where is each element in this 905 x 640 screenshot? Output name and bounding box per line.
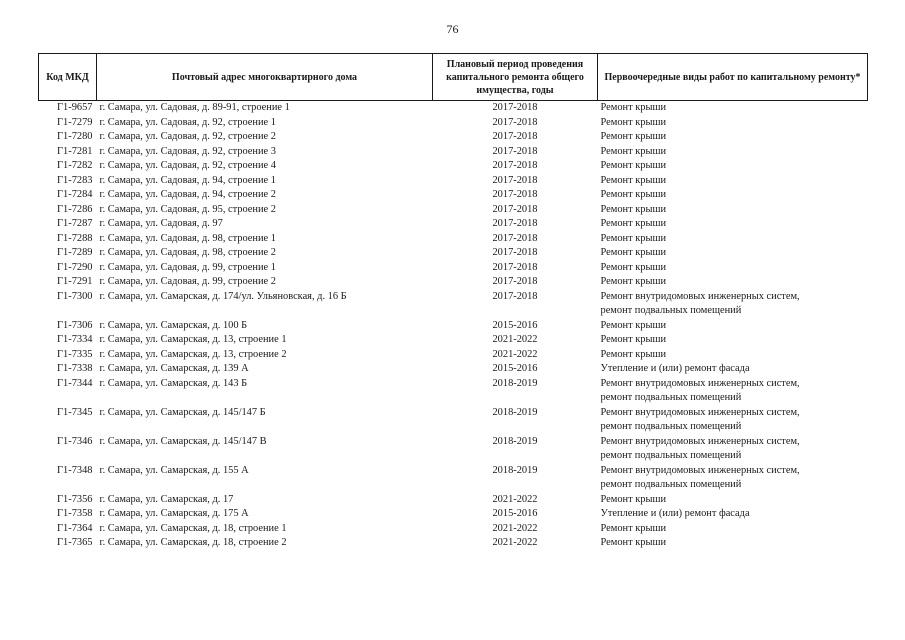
row-address: г. Самара, ул. Садовая, д. 95, строение 2 [99,203,276,215]
row-work [598,261,868,276]
table-row [39,261,868,276]
row-period: 2018-2019 [492,464,538,476]
row-period: 2017-2018 [492,247,538,258]
row-address: г. Самара, ул. Садовая, д. 99, строение 1 [99,261,276,273]
row-period: 2018-2019 [492,406,538,418]
row-code: Г1-7291 [57,276,93,287]
row-work [598,116,868,131]
row-work-line: Ремонт крыши [600,493,667,505]
table-row [39,362,868,377]
repair-schedule-table [38,53,868,551]
row-work [598,362,868,377]
table-row [39,159,868,174]
row-work-line: Ремонт крыши [600,160,667,171]
row-address: г. Самара, ул. Самарская, д. 18, строение 1 [99,522,287,534]
table-row [39,130,868,145]
table-row [39,507,868,522]
row-code: Г1-7334 [57,334,93,345]
header-code: Код МКД [39,54,97,101]
row-code: Г1-7280 [57,131,93,142]
row-address: г. Самара, ул. Самарская, д. 174/ул. Ульяновская, д. 16 Б [99,290,347,302]
row-period: 2021-2022 [492,493,538,505]
row-address: г. Самара, ул. Самарская, д. 139 А [99,363,249,374]
row-period: 2015-2016 [492,508,538,519]
row-period: 2017-2018 [492,276,538,287]
row-address: г. Самара, ул. Самарская, д. 17 [99,493,234,505]
row-period: 2017-2018 [492,189,538,200]
row-work [598,159,868,174]
table-row [39,174,868,189]
row-code: Г1-7338 [57,363,93,374]
row-period: 2017-2018 [492,218,538,229]
row-period: 2017-2018 [492,232,538,244]
row-work [598,275,868,290]
row-period: 2017-2018 [492,290,538,302]
row-work-line: Ремонт крыши [600,537,667,548]
row-address: г. Самара, ул. Садовая, д. 92, строение 2 [99,131,276,142]
row-address: г. Самара, ул. Садовая, д. 97 [99,218,223,229]
row-period: 2018-2019 [492,435,538,447]
row-period: 2017-2018 [492,131,538,142]
row-work [598,188,868,203]
row-code: Г1-7306 [57,319,93,331]
table-row [39,203,868,218]
row-work-line: Ремонт внутридомовых инженерных систем, [600,464,800,476]
row-work-line: ремонт подвальных помещений [600,421,742,432]
table-row [39,188,868,203]
row-work-line: Ремонт крыши [600,348,667,360]
row-work [598,174,868,189]
row-address: г. Самара, ул. Самарская, д. 13, строение 1 [99,334,287,345]
row-work [598,203,868,218]
row-work-line: Утепление и (или) ремонт фасада [600,508,750,519]
row-address: г. Самара, ул. Садовая, д. 92, строение 3 [99,145,276,157]
row-code: Г1-7287 [57,218,93,229]
row-period: 2017-2018 [492,203,538,215]
row-work-line: ремонт подвальных помещений [600,450,742,461]
row-period: 2017-2018 [492,145,538,157]
row-address: г. Самара, ул. Самарская, д. 13, строение 2 [99,348,287,360]
row-work [598,145,868,160]
table-row [39,348,868,363]
row-work [598,319,868,334]
row-work-line: ремонт подвальных помещений [600,479,742,490]
row-work [598,333,868,348]
table-row [39,232,868,247]
row-work-line: ремонт подвальных помещений [600,392,742,403]
row-work [598,406,868,435]
row-address: г. Самара, ул. Садовая, д. 98, строение 2 [99,247,276,258]
row-work-line: Ремонт крыши [600,319,667,331]
row-address: г. Самара, ул. Садовая, д. 92, строение 1 [99,116,276,128]
row-code: Г1-7364 [57,522,93,534]
row-work-line: Ремонт крыши [600,131,667,142]
table-row [39,493,868,508]
row-period: 2021-2022 [492,348,538,360]
row-address: г. Самара, ул. Самарская, д. 100 Б [99,319,248,331]
row-work [598,435,868,464]
row-work [598,232,868,247]
table-row [39,319,868,334]
table-row [39,101,868,116]
row-address: г. Самара, ул. Самарская, д. 155 А [99,464,249,476]
row-code: Г1-7300 [57,290,93,302]
row-work [598,348,868,363]
table-row [39,377,868,406]
row-work-line: Ремонт крыши [600,218,667,229]
row-work-line: Ремонт крыши [600,189,667,200]
row-period: 2021-2022 [492,537,538,548]
row-work [598,217,868,232]
row-period: 2015-2016 [492,363,538,374]
row-address: г. Самара, ул. Садовая, д. 99, строение 2 [99,276,276,287]
row-code: Г1-7286 [57,203,93,215]
row-period: 2017-2018 [492,102,538,113]
row-work-line: Ремонт крыши [600,102,667,113]
row-work [598,522,868,537]
row-code: Г1-7284 [57,189,93,200]
row-code: Г1-7288 [57,232,93,244]
row-period: 2015-2016 [492,319,538,331]
row-work-line: Ремонт крыши [600,203,667,215]
row-code: Г1-7365 [57,537,93,548]
row-address: г. Самара, ул. Садовая, д. 92, строение 4 [99,160,276,171]
row-work-line: Ремонт крыши [600,522,667,534]
row-address: г. Самара, ул. Садовая, д. 98, строение 1 [99,232,276,244]
row-period: 2017-2018 [492,261,538,273]
row-work [598,536,868,551]
table-row [39,464,868,493]
row-work [598,464,868,493]
table-row [39,275,868,290]
row-code: Г1-7289 [57,247,93,258]
header-address: Почтовый адрес многоквартирного дома [97,54,433,101]
row-address: г. Самара, ул. Самарская, д. 175 А [99,508,249,519]
row-address: г. Самара, ул. Садовая, д. 94, строение 1 [99,174,276,186]
header-period: Плановый период проведения капитального ремонта общего имущества, годы [433,54,598,101]
table-row [39,145,868,160]
row-period: 2017-2018 [492,160,538,171]
row-address: г. Самара, ул. Самарская, д. 143 Б [99,377,248,389]
row-work [598,246,868,261]
row-code: Г1-7345 [57,406,93,418]
row-work [598,101,868,116]
row-period: 2021-2022 [492,522,538,534]
row-work-line: Ремонт внутридомовых инженерных систем, [600,406,800,418]
row-code: Г1-7358 [57,508,93,519]
row-code: Г1-7283 [57,174,93,186]
row-code: Г1-9657 [57,102,93,113]
row-code: Г1-7290 [57,261,93,273]
row-work-line: Ремонт внутридомовых инженерных систем, [600,377,800,389]
row-work-line: Ремонт крыши [600,276,667,287]
row-address: г. Самара, ул. Самарская, д. 18, строение 2 [99,537,287,548]
table-row [39,246,868,261]
row-code: Г1-7346 [57,435,93,447]
table-header-row [39,54,868,101]
row-work-line: Ремонт крыши [600,334,667,345]
row-code: Г1-7348 [57,464,93,476]
row-work-line: Ремонт крыши [600,232,667,244]
row-work-line: Ремонт крыши [600,174,667,186]
row-period: 2018-2019 [492,377,538,389]
row-work-line: Ремонт крыши [600,145,667,157]
table-row [39,217,868,232]
row-work-line: Утепление и (или) ремонт фасада [600,363,750,374]
table-row [39,522,868,537]
row-code: Г1-7335 [57,348,93,360]
row-address: г. Самара, ул. Самарская, д. 145/147 Б [99,406,266,418]
table-row [39,116,868,131]
table-row [39,290,868,319]
header-work: Первоочередные виды работ по капитальному ремонту* [598,54,868,101]
row-period: 2017-2018 [492,116,538,128]
row-work-line: Ремонт крыши [600,261,667,273]
row-work [598,493,868,508]
row-address: г. Самара, ул. Садовая, д. 94, строение 2 [99,189,276,200]
row-work [598,130,868,145]
table-row [39,333,868,348]
row-work [598,290,868,319]
row-period: 2017-2018 [492,174,538,186]
row-work-line: Ремонт крыши [600,247,667,258]
row-code: Г1-7282 [57,160,93,171]
row-address: г. Самара, ул. Садовая, д. 89-91, строение 1 [99,102,290,113]
row-work-line: Ремонт внутридомовых инженерных систем, [600,435,800,447]
row-code: Г1-7279 [57,116,93,128]
row-work-line: Ремонт крыши [600,116,667,128]
page-number: 76 [446,22,459,36]
row-address: г. Самара, ул. Самарская, д. 145/147 В [99,435,267,447]
row-work-line: ремонт подвальных помещений [600,305,742,316]
row-work-line: Ремонт внутридомовых инженерных систем, [600,290,800,302]
table-body [39,101,868,551]
row-code: Г1-7344 [57,377,93,389]
row-work [598,507,868,522]
table-row [39,435,868,464]
table-row [39,406,868,435]
row-code: Г1-7356 [57,493,93,505]
table-row [39,536,868,551]
row-work [598,377,868,406]
row-code: Г1-7281 [57,145,93,157]
row-period: 2021-2022 [492,334,538,345]
